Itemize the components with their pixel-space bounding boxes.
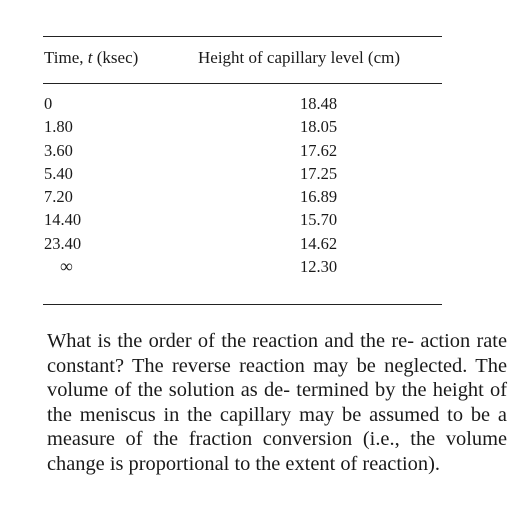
question-line: termined by the height of the meniscus in the — [47, 379, 507, 426]
height-cell: 17.62 — [300, 140, 338, 160]
question-line: proportional to the extent of reaction). — [128, 452, 440, 475]
height-cell: 12.30 — [300, 257, 338, 277]
header-time — [44, 48, 138, 68]
question-line: What is the order of the reaction and the re- — [47, 330, 414, 352]
height-column — [300, 92, 360, 278]
time-column — [44, 92, 104, 278]
time-cell: 5.40 — [44, 163, 73, 183]
time-cell: 3.60 — [44, 140, 73, 160]
question-line: be neglected. The volume of the solution as de- — [47, 354, 507, 402]
header-time-variable: t — [87, 48, 93, 67]
time-cell: 7.20 — [44, 187, 73, 207]
height-cell: 18.05 — [300, 117, 338, 137]
time-cell: ∞ — [60, 256, 73, 277]
height-cell: 15.70 — [300, 210, 338, 230]
table-bottom-rule — [43, 304, 442, 305]
height-cell: 17.25 — [300, 163, 338, 183]
table-top-rule — [43, 36, 442, 37]
time-cell: 0 — [44, 94, 53, 113]
header-time-unit: (ksec) — [92, 48, 139, 67]
time-cell: 23.40 — [44, 233, 82, 253]
time-cell: 1.80 — [44, 117, 73, 137]
question-line: capillary may be assumed to be a measure of the — [47, 403, 507, 451]
time-cell: 14.40 — [44, 210, 82, 230]
header-height: Height of capillary level (cm) — [198, 48, 401, 67]
question-line: action rate constant? The reverse reaction may — [47, 330, 507, 377]
header-time-prefix: Time, — [44, 48, 88, 67]
height-cell: 18.48 — [300, 94, 338, 113]
height-cell: 16.89 — [300, 187, 338, 207]
question-line: fraction conversion (i.e., the volume change is — [47, 428, 507, 475]
header-bottom-rule — [43, 83, 442, 84]
question-paragraph — [47, 329, 507, 477]
height-cell: 14.62 — [300, 233, 338, 253]
